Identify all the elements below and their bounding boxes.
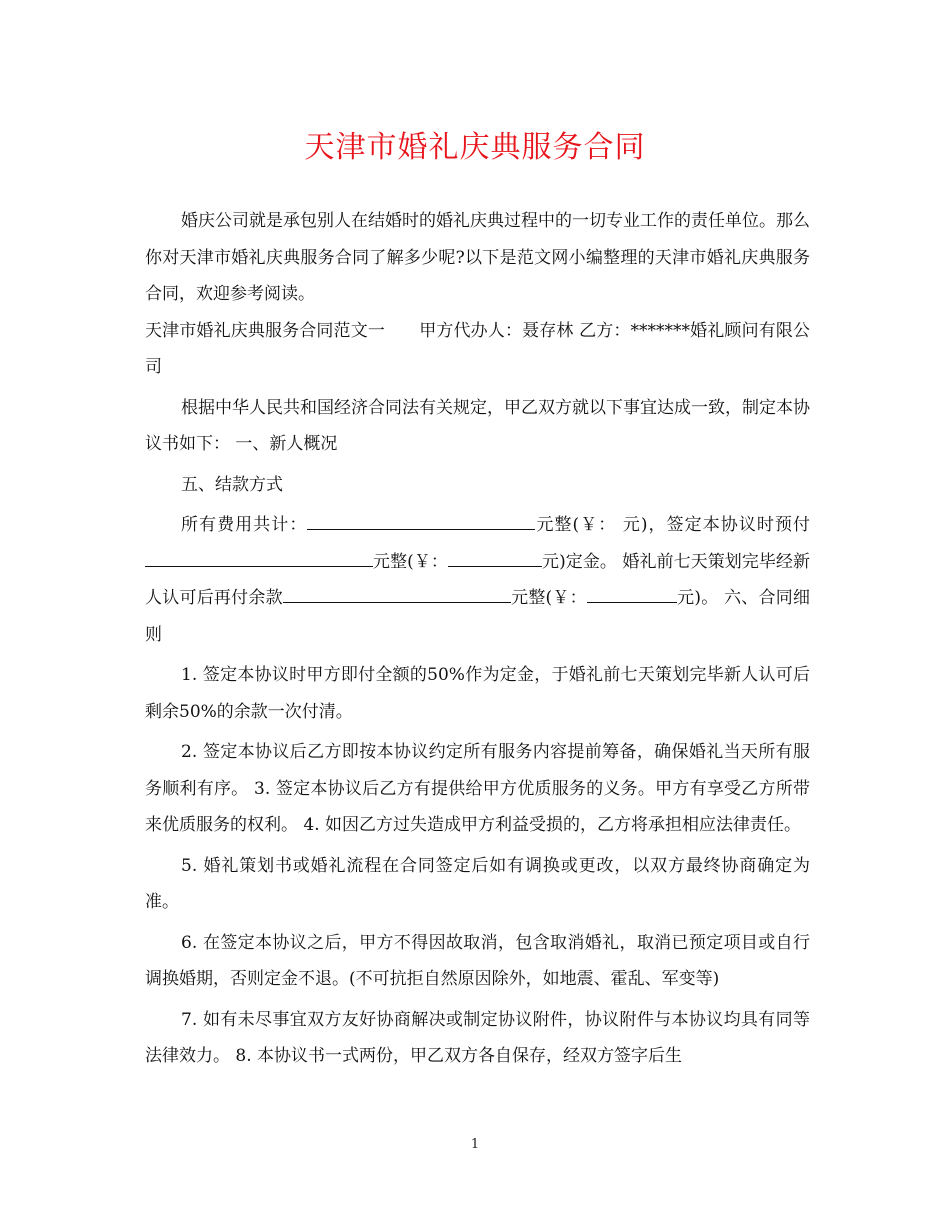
prepay-yuan-blank[interactable] bbox=[448, 550, 542, 567]
item-2-4-paragraph: 2. 签定本协议后乙方即按本协议约定所有服务内容提前筹备，确保婚礼当天所有服务顺利有序。 3. 签定本协议后乙方有提供给甲方优质服务的义务。甲方有享受乙方所带来优质服务的权利。 4. 如因乙方过失造成甲方利益受损的，乙方将承担相应法律责任。 bbox=[145, 742, 810, 835]
item-5-paragraph: 5. 婚礼策划书或婚礼流程在合同签定后如有调换或更改，以双方最终协商确定为准。 bbox=[145, 855, 810, 912]
sample-header-paragraph: 天津市婚礼庆典服务合同范文一 甲方代办人：聂存林 乙方：*******婚礼顾问有限公司 bbox=[145, 320, 810, 377]
payment-text-3: 元整(￥： bbox=[373, 551, 448, 572]
item-1-paragraph: 1. 签定本协议时甲方即付全额的50%作为定金，于婚礼前七天策划完毕新人认可后剩余50%的余款一次付清。 bbox=[145, 665, 810, 722]
document-body bbox=[145, 203, 810, 1075]
item-7-8-paragraph: 7. 如有未尽事宜双方友好协商解决或制定协议附件，协议附件与本协议均具有同等法律效力。 8. 本协议书一式两份，甲乙双方各自保存，经双方签字后生 bbox=[145, 1009, 810, 1066]
payment-text-4: 元)定金。 婚礼前七天策划完毕经新人认可后再付余款 bbox=[145, 551, 810, 608]
total-amount-blank[interactable] bbox=[307, 513, 535, 530]
section-5-heading: 五、结款方式 bbox=[181, 474, 283, 495]
basis-paragraph: 根据中华人民共和国经济合同法有关规定，甲乙双方就以下事宜达成一致，制定本协议书如下： 一、新人概况 bbox=[145, 397, 810, 454]
payment-paragraph bbox=[145, 507, 810, 653]
payment-text-6: 元)。 六、合同细则 bbox=[145, 588, 811, 645]
page-number: 1 bbox=[470, 1137, 480, 1152]
payment-text-5: 元整(￥： bbox=[510, 588, 587, 608]
payment-text-1: 所有费用共计： bbox=[181, 515, 308, 535]
prepay-amount-blank[interactable] bbox=[145, 550, 373, 567]
intro-paragraph: 婚庆公司就是承包别人在结婚时的婚礼庆典过程中的一切专业工作的责任单位。那么你对天津市婚礼庆典服务合同了解多少呢?以下是范文网小编整理的天津市婚礼庆典服务合同，欢迎参考阅读。 bbox=[145, 211, 810, 304]
document-title: 天津市婚礼庆典服务合同 bbox=[304, 130, 646, 165]
balance-amount-blank[interactable] bbox=[283, 586, 511, 603]
item-6-paragraph: 6. 在签定本协议之后，甲方不得因故取消，包含取消婚礼，取消已预定项目或自行调换婚期，否则定金不退。(不可抗拒自然原因除外，如地震、霍乱、军变等) bbox=[145, 932, 810, 989]
payment-text-2: 元整(￥： 元)，签定本协议时预付 bbox=[535, 515, 810, 535]
balance-yuan-blank[interactable] bbox=[587, 586, 677, 603]
